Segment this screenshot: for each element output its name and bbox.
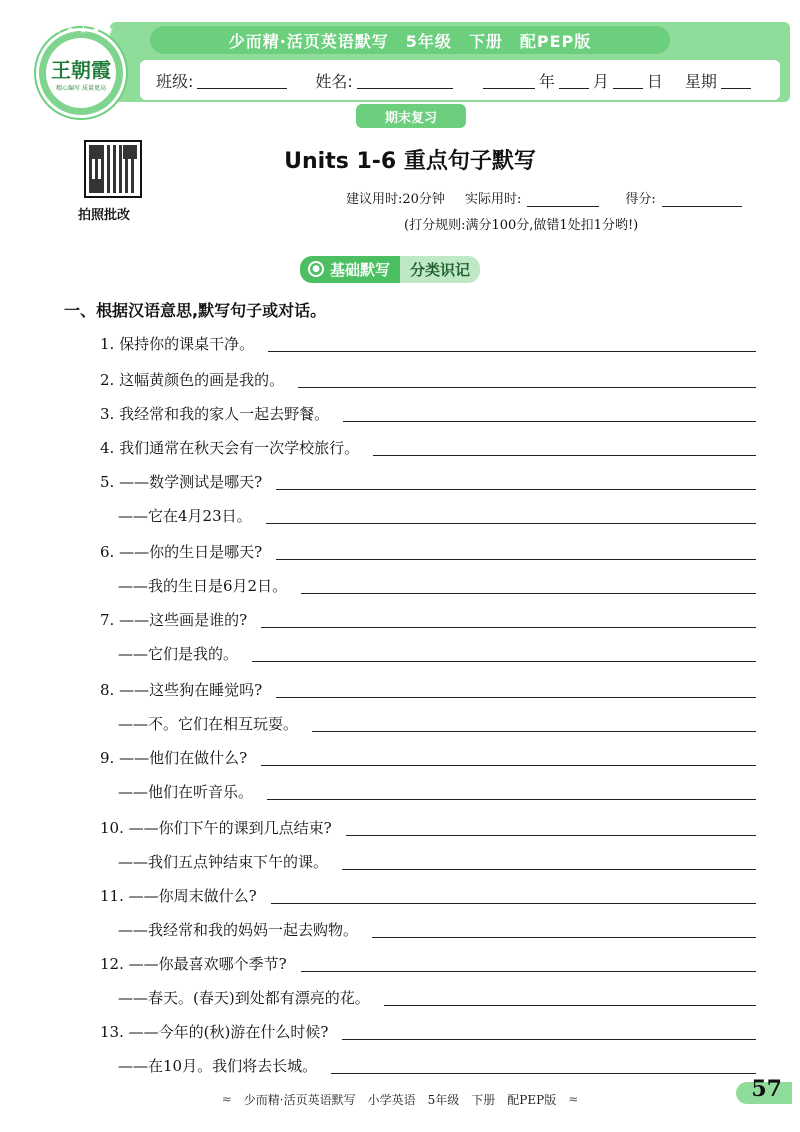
logo-text: 王朝霞 (51, 58, 111, 82)
prompt-text: ——我们五点钟结束下午的课。 (118, 853, 329, 871)
question-line (100, 744, 756, 770)
question-line (100, 330, 756, 356)
week-label: 星期 (684, 71, 717, 91)
page-title: Units 1-6 重点句子默写 (284, 149, 536, 174)
suggested-time: 建议用时:20分钟 (346, 192, 445, 207)
week-field[interactable] (721, 71, 751, 89)
score-field[interactable] (662, 193, 742, 207)
writing-line[interactable] (268, 351, 756, 352)
question-line (100, 468, 756, 494)
score-label: 得分: (625, 192, 656, 207)
prompt-text: 4. 我们通常在秋天会有一次学校旅行。 (100, 439, 360, 457)
footer-edition: 配PEP版 (507, 1092, 557, 1107)
footer-grade: 5年级 (427, 1092, 460, 1107)
badge-right-label: 分类识记 (400, 256, 480, 283)
prompt-text: 11. ——你周末做什么? (100, 887, 257, 905)
footer-subject: 小学英语 (367, 1092, 416, 1107)
prompt-text: 8. ——这些狗在睡觉吗? (100, 681, 263, 699)
answer-line (118, 916, 756, 942)
footer-series: 少而精·活页英语默写 (243, 1092, 356, 1107)
question-line (100, 814, 756, 840)
answer-line (118, 778, 756, 804)
writing-line[interactable] (276, 697, 756, 698)
prompt-text: ——在10月。我们将去长城。 (118, 1057, 318, 1075)
writing-line[interactable] (342, 1039, 756, 1040)
writing-line[interactable] (301, 593, 756, 594)
time-row (346, 188, 742, 207)
year-label: 年 (538, 71, 555, 91)
writing-line[interactable] (331, 1073, 756, 1074)
month-label: 月 (592, 71, 609, 91)
name-label: 姓名: (315, 71, 353, 91)
year-field[interactable] (483, 71, 535, 89)
question-line (100, 882, 756, 908)
answer-line (118, 572, 756, 598)
footer (0, 1086, 800, 1112)
section-heading: 一、根据汉语意思,默写句子或对话。 (64, 301, 327, 320)
writing-line[interactable] (252, 661, 756, 662)
question-line (100, 366, 756, 392)
day-field[interactable] (613, 71, 643, 89)
class-label: 班级: (156, 71, 194, 91)
answer-line (118, 848, 756, 874)
writing-line[interactable] (346, 835, 756, 836)
day-label: 日 (646, 71, 663, 91)
writing-line[interactable] (267, 799, 756, 800)
question-line (100, 434, 756, 460)
stars-icon: ★★★★★ (53, 25, 118, 36)
prompt-text: 12. ——你最喜欢哪个季节? (100, 955, 287, 973)
section-badge (300, 256, 480, 282)
writing-line[interactable] (276, 559, 756, 560)
review-tab: 期末复习 (356, 104, 466, 128)
prompt-text: 2. 这幅黄颜色的画是我的。 (100, 371, 285, 389)
prompt-text: ——我的生日是6月2日。 (118, 577, 288, 595)
class-field[interactable] (197, 71, 287, 89)
writing-line[interactable] (384, 1005, 756, 1006)
prompt-text: ——春天。(春天)到处都有漂亮的花。 (118, 989, 370, 1007)
writing-line[interactable] (298, 387, 756, 388)
writing-line[interactable] (301, 971, 756, 972)
answer-line (118, 640, 756, 666)
logo-subtext: 精心编写 质量更高 (56, 85, 106, 92)
prompt-text: ——不。它们在相互玩耍。 (118, 715, 299, 733)
answer-line (118, 502, 756, 528)
publisher-logo (36, 25, 126, 118)
prompt-text: 9. ——他们在做什么? (100, 749, 248, 767)
question-line (100, 606, 756, 632)
prompt-text: 10. ——你们下午的课到几点结束? (100, 819, 332, 837)
student-info-row (140, 60, 780, 100)
prompt-text: 6. ——你的生日是哪天? (100, 543, 263, 561)
wave-icon: ≈ (568, 1092, 579, 1106)
qr-label: 拍照批改 (78, 208, 131, 223)
question-line (100, 1018, 756, 1044)
answer-line (118, 710, 756, 736)
writing-line[interactable] (271, 903, 756, 904)
writing-line[interactable] (261, 765, 756, 766)
name-field[interactable] (357, 71, 453, 89)
prompt-text: ——它们是我的。 (118, 645, 239, 663)
writing-line[interactable] (276, 489, 756, 490)
footer-term: 下册 (471, 1092, 496, 1107)
writing-line[interactable] (343, 421, 756, 422)
writing-line[interactable] (373, 455, 756, 456)
page-number: 57 (751, 1076, 782, 1102)
prompt-text: ——它在4月23日。 (118, 507, 252, 525)
question-line (100, 538, 756, 564)
prompt-text: 3. 我经常和我的家人一起去野餐。 (100, 405, 330, 423)
question-line (100, 400, 756, 426)
prompt-text: 1. 保持你的课桌干净。 (100, 335, 255, 353)
question-line (100, 676, 756, 702)
prompt-text: 13. ——今年的(秋)游在什么时候? (100, 1023, 329, 1041)
prompt-text: ——他们在听音乐。 (118, 783, 254, 801)
writing-line[interactable] (261, 627, 756, 628)
prompt-text: 7. ——这些画是谁的? (100, 611, 248, 629)
month-field[interactable] (559, 71, 589, 89)
question-line (100, 950, 756, 976)
writing-line[interactable] (312, 731, 756, 732)
prompt-text: 5. ——数学测试是哪天? (100, 473, 263, 491)
writing-line[interactable] (342, 869, 756, 870)
badge-left-label: 基础默写 (330, 260, 391, 279)
actual-time-label: 实际用时: (464, 192, 522, 207)
answer-line (118, 1052, 756, 1078)
answer-line (118, 984, 756, 1010)
scoring-rule: (打分规则:满分100分,做错1处扣1分哟!) (404, 218, 639, 233)
writing-line[interactable] (266, 523, 756, 524)
actual-time-field[interactable] (527, 193, 599, 207)
series-title: 少而精·活页英语默写 5年级 下册 配PEP版 (150, 26, 670, 54)
wave-icon: ≈ (221, 1092, 232, 1106)
medal-icon: ● (308, 261, 324, 277)
prompt-text: ——我经常和我的妈妈一起去购物。 (118, 921, 359, 939)
writing-line[interactable] (372, 937, 756, 938)
